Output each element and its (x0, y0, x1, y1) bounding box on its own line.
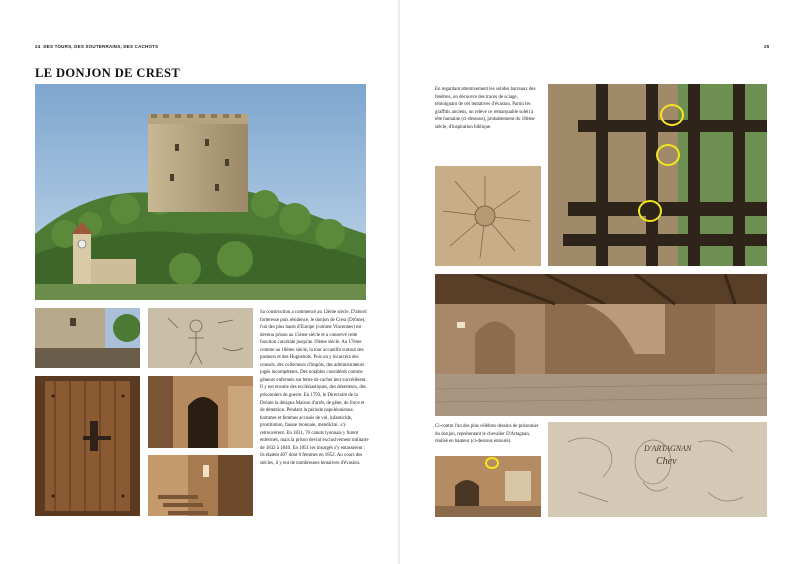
cell-room-photo (435, 456, 541, 517)
right-page (400, 0, 800, 564)
tower-exterior-photo (35, 308, 140, 368)
graffiti-signature: Chev (656, 456, 677, 467)
highlight-circle (660, 104, 684, 126)
castle-photo (35, 84, 366, 300)
highlight-circle (638, 200, 662, 222)
page-number-right: 25 (764, 44, 770, 49)
caption-bottom: Ci-contre l'un des plus célèbres dessins de prisonnier du donjon, représentant le chevalier D'Artagnan, réalisé en hauteur (ci-dessous entouré). (435, 424, 539, 445)
barred-window-photo (548, 84, 767, 266)
highlight-circle (485, 457, 499, 469)
vaulted-room-photo (435, 274, 767, 416)
wall-graffiti-photo (148, 308, 253, 368)
dartagnan-graffiti-photo (548, 422, 767, 517)
highlight-circle (656, 144, 680, 166)
page-number-left: 24 (35, 44, 41, 49)
sun-graffiti-photo (435, 166, 541, 266)
body-text: Sa construction a commencé au 12ème siècle. D'abord forteresse puis résidence, le donjon de Crest (Drôme), l'un des plus hauts d'Europe (comme Vincennes) est devenu prison au 15ème siècle et a conservé cette fonction carcérale jusqu'au 19ème siècle. Au 17ème comme au 18ème siècle, la tour accueillit surtout des pasteurs et des Huguenots. Puis on y incarcéra des consuls, des collecteurs d'impôts, des administrateurs jugés incompétents. Des notables considérés comme gêneurs enfermés sur lettre de cachet leur succédèrent. Il y eut ensuite des ecclésiastiques, des déserteurs, des prisonniers de guerre. En 1793, le Directoire de la Drôme la désigna Maison d'arrêt, de gêne, de force et de détention. Pendant la période napoléonienne, hommes et femmes accusés de vol, infanticide, prostitution, fausse monnaie, mendicité...s'y retrouvèrent. En 1831, 70 canuts lyonnais y furent enfermés, mais la prison devint exclusivement militaire de 1832 à 1840. En 1851 les insurgés s'y entassèrent : ils étaient 407 dont 6 femmes en 1852. Au cours des siècles, il y eut de nombreuses tentatives d'évasion. (260, 310, 369, 466)
caption-top: En regardant attentivement les solides barreaux des fenêtres, on découvre des traces de sciage, témoignant de ces tentatives d'évasion. Parmi les graffitis anciens, on relève ce remarquable soleil à tête humaine (ci-dessous), probablement du 18ème siècle, d'inspiration biblique. (435, 87, 536, 130)
arched-doorway-photo (148, 376, 253, 448)
graffiti-name: D'ARTAGNAN (644, 444, 692, 453)
running-head-text: DES TOURS, DES SOUTERRAINS, DES CACHOTS (43, 44, 159, 49)
running-head-left (35, 44, 158, 49)
stairway-photo (148, 455, 253, 516)
wooden-door-photo (35, 376, 140, 516)
page-title: LE DONJON DE CREST (35, 66, 181, 80)
